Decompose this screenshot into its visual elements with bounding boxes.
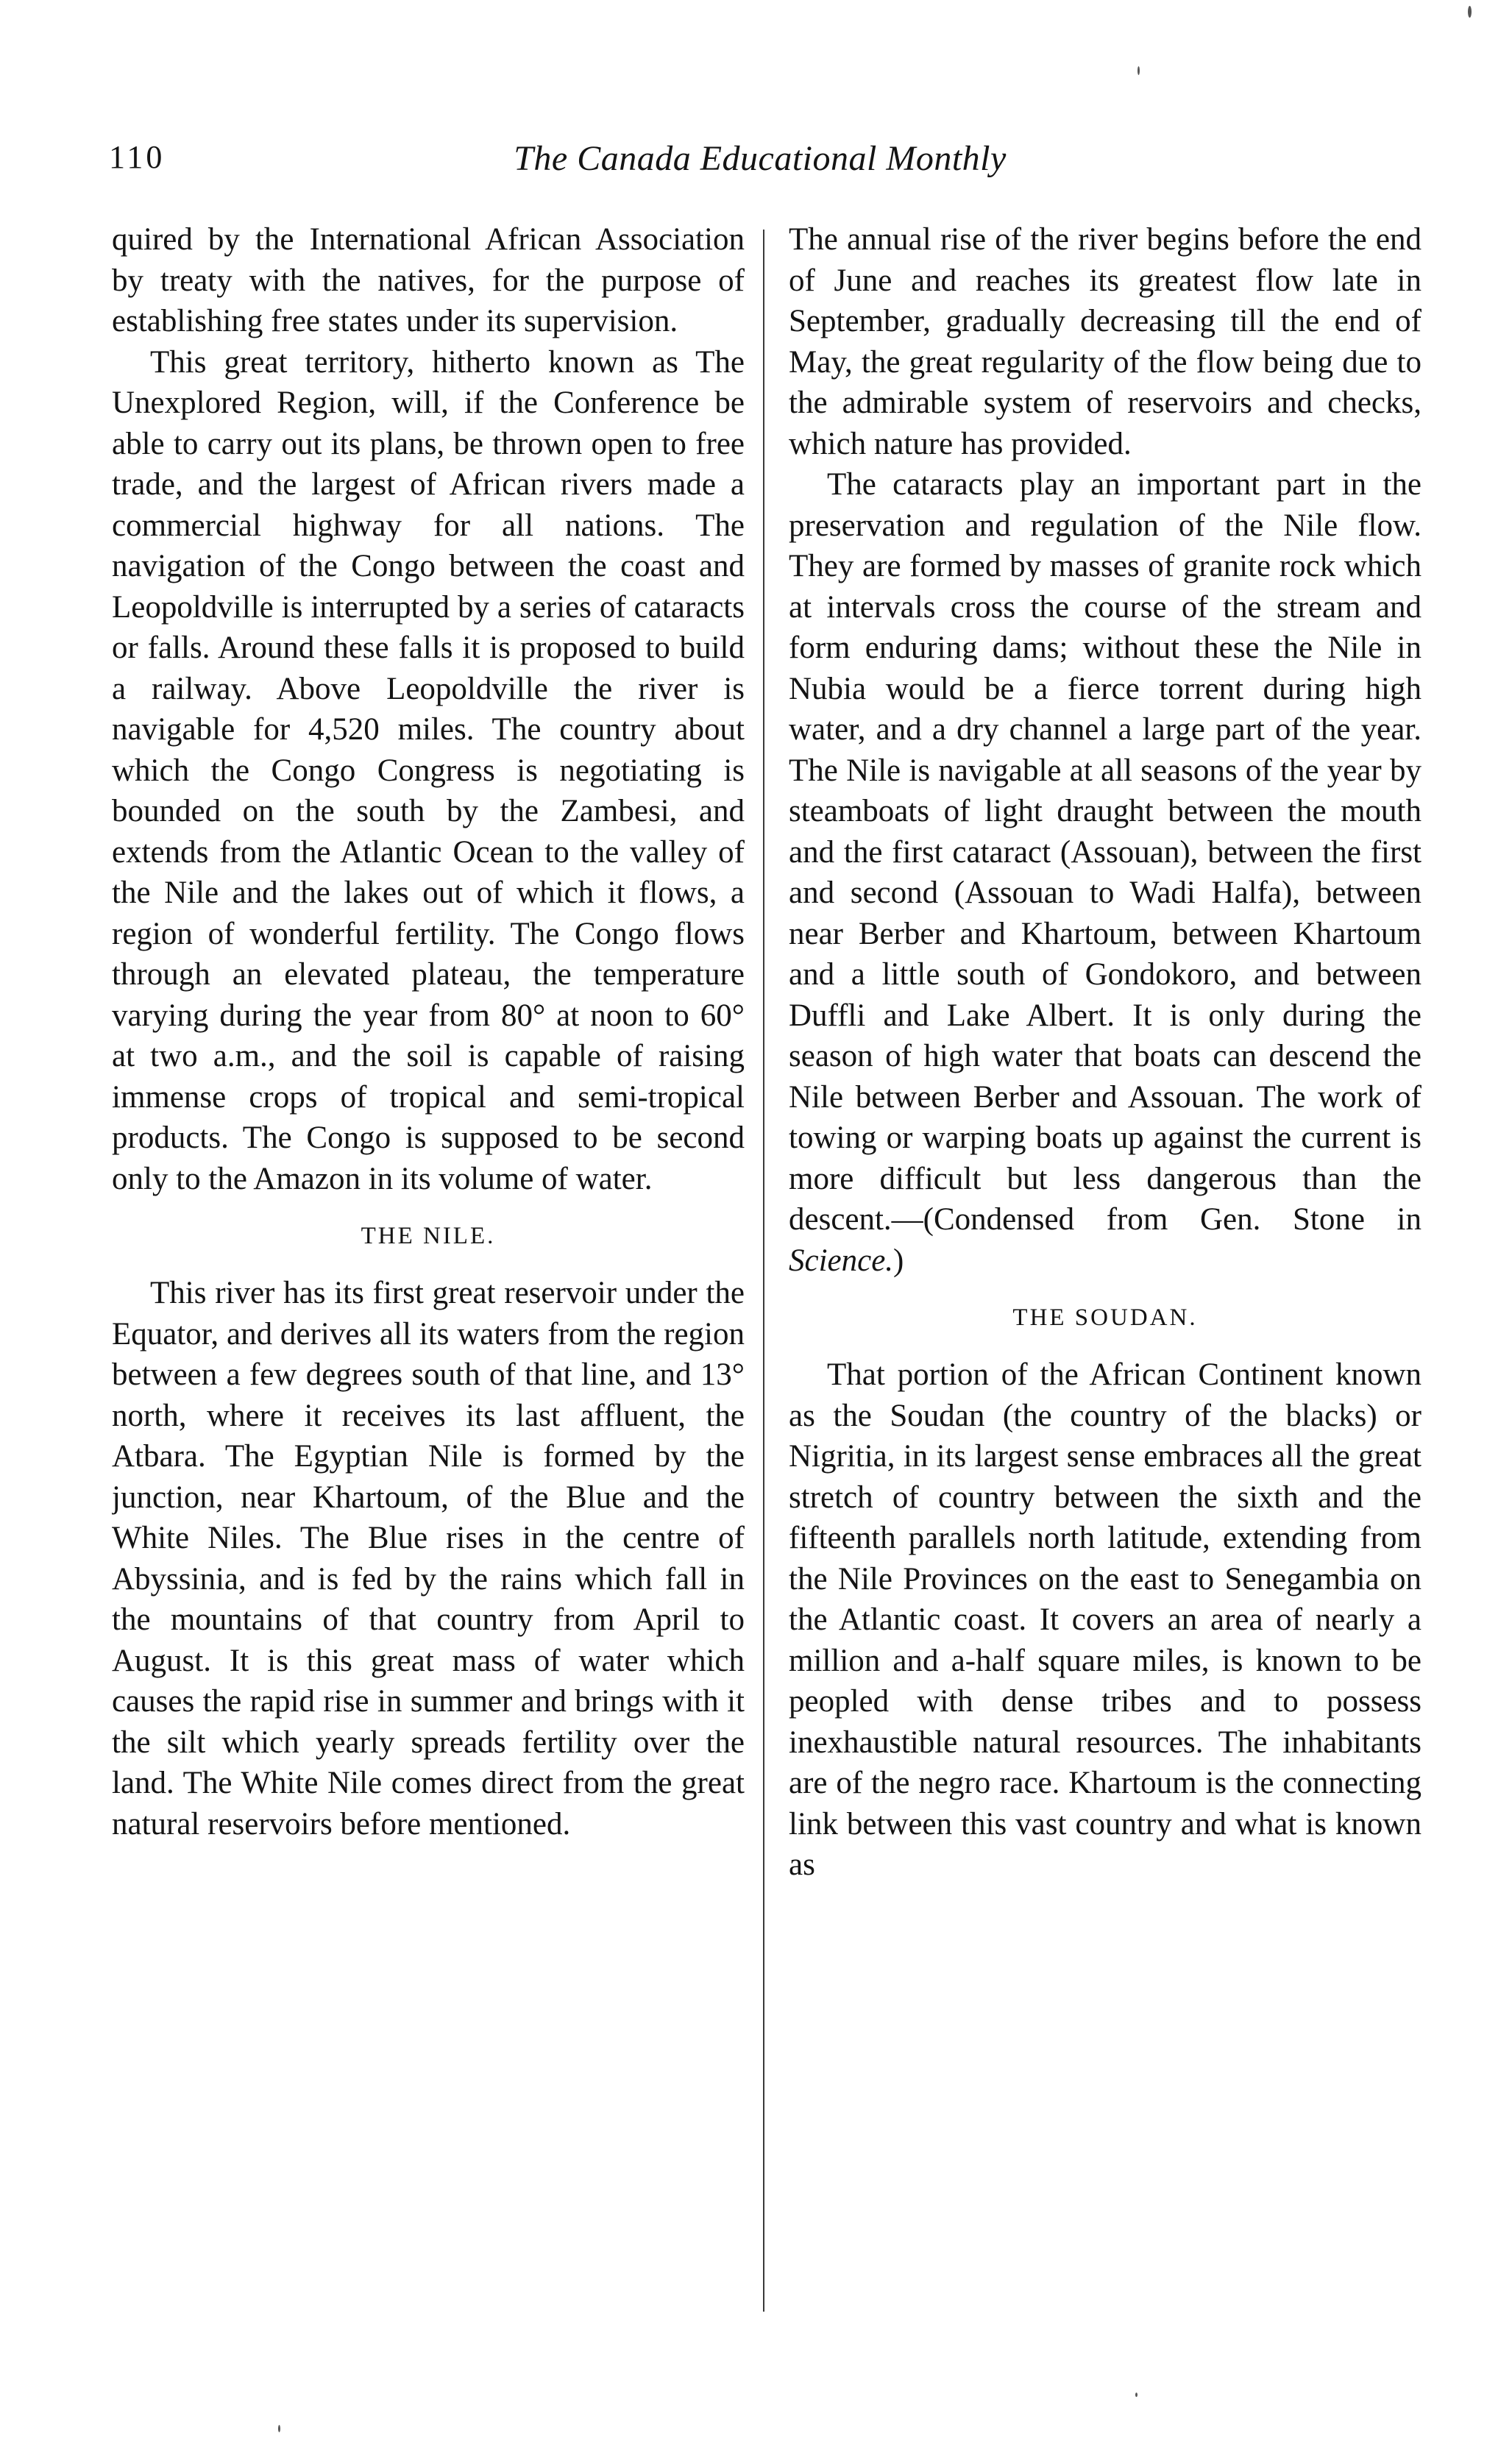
right-paragraph-3: That portion of the African Continent known as the Soudan (the country of the blacks) or Nigritia, in its largest sense embraces all the great stretch of country between the sixth and the fifteenth parallels north latitude, extending from the Nile Provinces on the east to Senegambia on the Atlantic coast. It covers an area of nearly a million and a-half square miles, is known to be peopled with dense tribes and to possess inexhaustible natural resources. The inhabitants are of the negro race. Khartoum is the connecting link between this vast country and what is known as <box>789 1357 1422 1882</box>
left-paragraph-3: This river has its first great reservoir under the Equator, and derives all its waters from the region between a few degrees south of that line, and 13° north, where it receives its last affluent, the Atbara. The Egyptian Nile is formed by the junction, near Khartoum, of the Blue and the White Niles. The Blue rises in the centre of Abyssinia, and is fed by the rains which fall in the mountains of that country from April to August. It is this great mass of water which causes the rapid rise in summer and brings with it the silt which yearly spreads fertility over the land. The White Nile comes direct from the great natural reservoirs before mentioned. <box>112 1276 745 1842</box>
right-paragraph-2-text: The cataracts play an important part in the preservation and regulation of the Nile flow. They are formed by masses of granite rock which at intervals cross the course of the stream and form enduring dams; without these the Nile in Nubia would be a fierce torrent during high water, and a dry channel a large part of the year. The Nile is navigable at all seasons of the year by steamboats of light draught between the mouth and the first cataract (Assouan), between the first and second (Assouan to Wadi Halfa), between near Berber and Khartoum, between Khartoum and a little south of Gondokoro, and between Duffli and Lake Albert. It is only during the season of high water that boats can descend the Nile between Berber and Assouan. The work of towing or warping boats up against the current is more difficult but less dangerous than the descent.—(Condensed from Gen. Stone in <box>789 467 1422 1237</box>
right-paragraph-2 <box>789 464 1422 1281</box>
paper-speck <box>1468 6 1472 18</box>
source-citation: Science. <box>789 1243 894 1278</box>
paper-speck <box>1135 2393 1137 2397</box>
left-column <box>112 219 745 2316</box>
right-column <box>789 219 1422 2316</box>
page-number: 110 <box>109 139 166 175</box>
paper-speck <box>1137 66 1140 75</box>
column-divider <box>763 230 764 2312</box>
right-paragraph-1: The annual rise of the river begins before the end of June and reaches its greatest flow late in September, gradually decreasing till the end of May, the great regularity of the flow being due to the admirable system of reservoirs and checks, which nature has provided. <box>789 222 1422 461</box>
left-paragraph-1: quired by the International African Association by treaty with the natives, for the purpose of establishing free states under its supervision. <box>112 222 745 338</box>
journal-title: The Canada Educational Monthly <box>514 139 1007 178</box>
right-paragraph-2-close: ) <box>893 1243 904 1278</box>
section-heading-nile: THE NILE. <box>361 1223 496 1249</box>
paper-speck <box>278 2425 280 2432</box>
section-heading-soudan: THE SOUDAN. <box>1012 1304 1198 1331</box>
left-paragraph-2: This great territory, hitherto known as The Unexplored Region, will, if the Conference be able to carry out its plans, be thrown open to free trade, and the largest of African rivers made a commercial highway for all nations. The navigation of the Congo between the coast and Leopoldville is interrupted by a series of cataracts or falls. Around these falls it is proposed to build a railway. Above Leopoldville the river is navigable for 4,520 miles. The country about which the Congo Congress is negotiating is bounded on the south by the Zambesi, and extends from the Atlantic Ocean to the valley of the Nile and the lakes out of which it flows, a region of wonderful fertility. The Congo flows through an elevated plateau, the temperature varying during the year from 80° at noon to 60° at two a.m., and the soil is capable of raising immense crops of tropical and semi-tropical products. The Congo is supposed to be second only to the Amazon in its volume of water. <box>112 344 745 1196</box>
running-head <box>109 138 1411 182</box>
